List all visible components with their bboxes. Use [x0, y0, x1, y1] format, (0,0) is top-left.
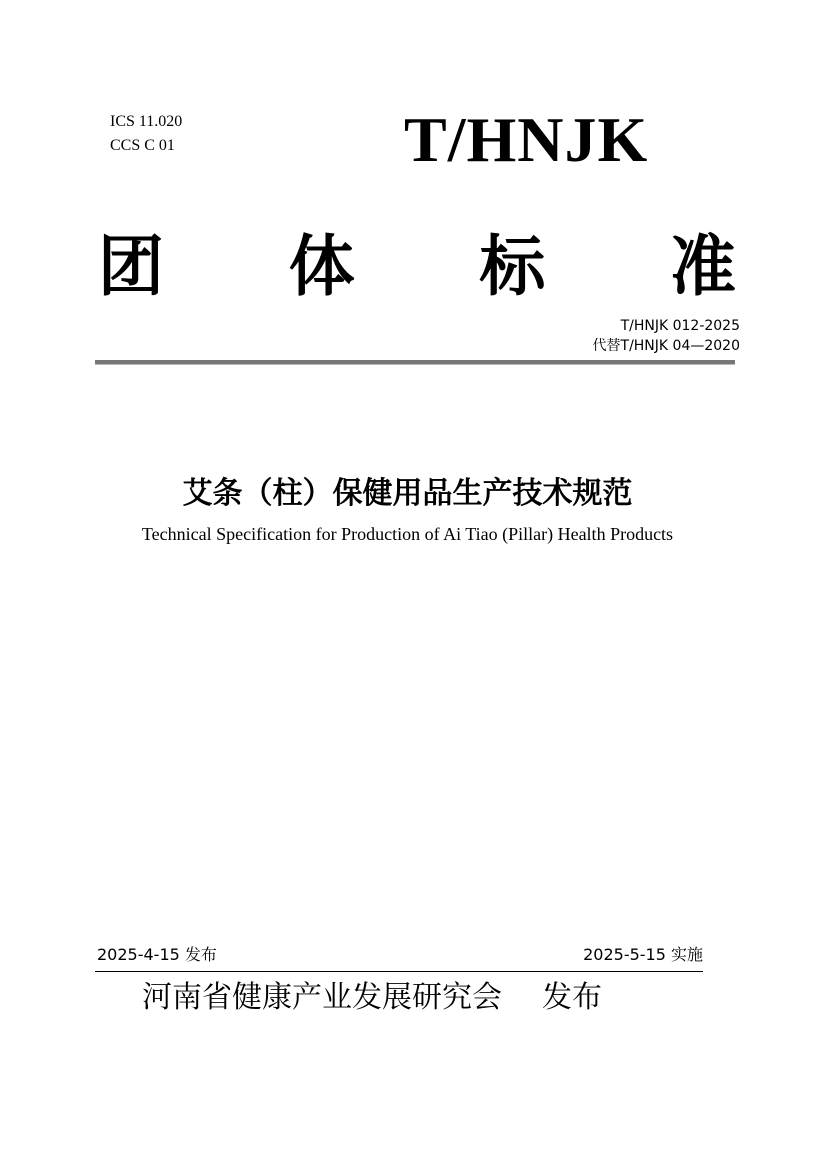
header-divider-shadow — [95, 364, 735, 365]
standard-number: T/HNJK 012-2025 — [620, 318, 740, 334]
standard-type-title — [98, 222, 736, 312]
document-title-cn: 艾条（柱）保健用品生产技术规范 — [182, 476, 633, 511]
standard-logo: T/HNJK — [404, 104, 649, 175]
publisher-action: 发布 — [542, 980, 602, 1015]
standard-number-block — [593, 316, 740, 356]
standard-type-char: 标 — [479, 228, 546, 305]
document-title-en: Technical Specification for Production of Ai Tiao (Pillar) Health Products — [141, 524, 674, 544]
ics-code: ICS 11.020 — [110, 113, 183, 130]
footer-divider — [95, 971, 703, 972]
replaces-number: 代替T/HNJK 04—2020 — [592, 338, 740, 354]
standard-type-char: 体 — [288, 228, 355, 305]
effective-date: 2025-5-15 实施 — [583, 945, 703, 964]
publisher-name: 河南省健康产业发展研究会 — [142, 980, 502, 1015]
issue-date: 2025-4-15 发布 — [97, 945, 217, 964]
ccs-code: CCS C 01 — [110, 137, 175, 154]
classification-codes — [110, 110, 182, 158]
standard-type-char: 团 — [98, 228, 164, 305]
publisher-line — [142, 976, 602, 1020]
standard-type-char: 准 — [669, 228, 736, 305]
